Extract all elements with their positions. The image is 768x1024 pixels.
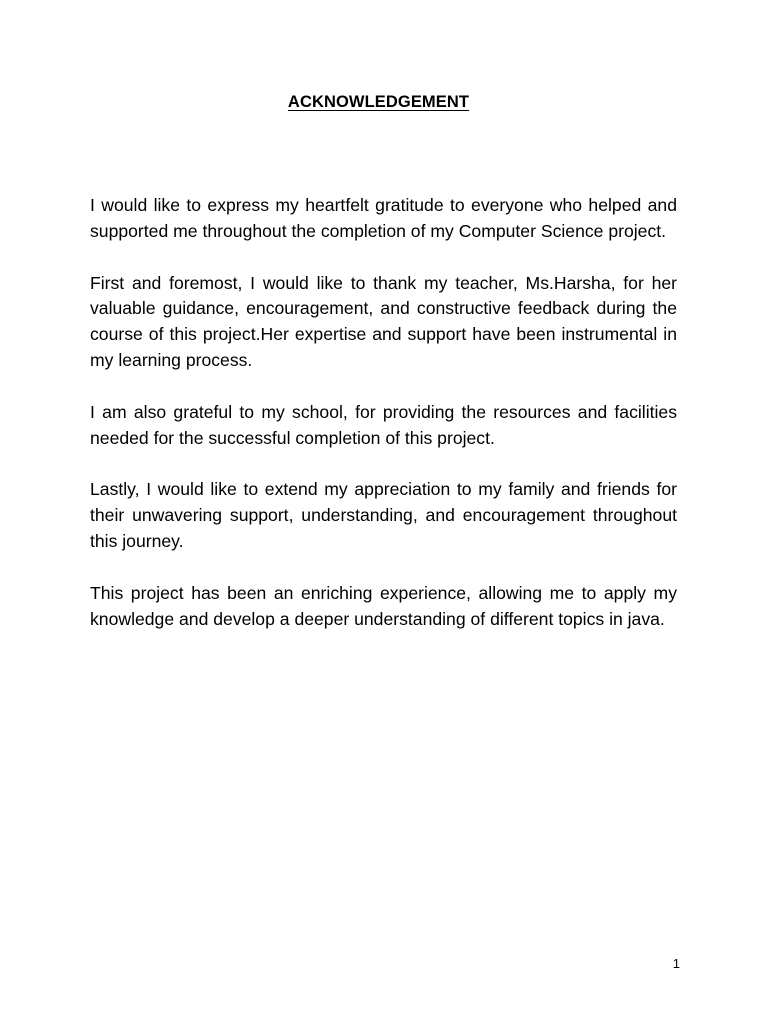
paragraph-teacher: First and foremost, I would like to thank my teacher, Ms.Harsha, for her valuable guidance, encouragement, and constructive feedback during the course of this project.Her expertise and support have been instrumental in my learning process.	[90, 272, 677, 370]
paragraph-experience: This project has been an enriching experience, allowing me to apply my knowledge and develop a deeper understanding of different topics in java.	[90, 582, 677, 629]
paragraph-family: Lastly, I would like to extend my appreciation to my family and friends for their unwavering support, understanding, and encouragement throughout this journey.	[90, 479, 677, 551]
document-body	[90, 193, 677, 658]
page-number: 1	[672, 956, 680, 971]
page-title: ACKNOWLEDGEMENT	[287, 93, 470, 111]
paragraph-school: I am also grateful to my school, for providing the resources and facilities needed for the successful completion of this project.	[90, 401, 677, 448]
paragraph-gratitude: I would like to express my heartfelt gratitude to everyone who helped and supported me throughout the completion of my Computer Science project.	[90, 195, 677, 241]
